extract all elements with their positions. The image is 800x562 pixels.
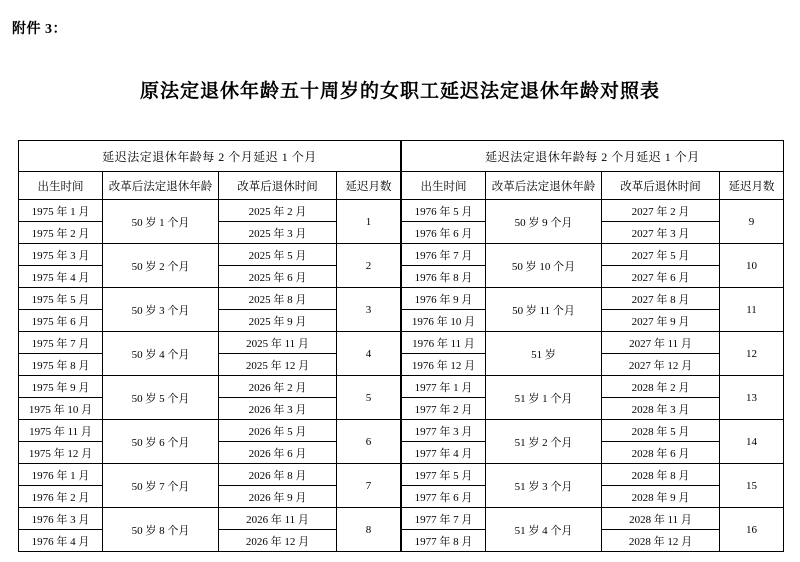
cell-retirement-date: 2026 年 2 月 — [219, 376, 337, 398]
cell-retirement-age: 50 岁 8 个月 — [103, 508, 219, 552]
table-group-header-row — [402, 141, 784, 172]
cell-birth-date: 1976 年 6 月 — [402, 222, 486, 244]
retirement-table-left — [18, 140, 401, 552]
table-column-header-row — [19, 172, 401, 200]
table-row — [19, 464, 401, 486]
cell-retirement-age: 51 岁 — [486, 332, 602, 376]
group-header: 延迟法定退休年龄每 2 个月延迟 1 个月 — [19, 141, 401, 172]
cell-birth-date: 1975 年 9 月 — [19, 376, 103, 398]
cell-retirement-age: 50 岁 4 个月 — [103, 332, 219, 376]
table-body-left — [19, 200, 401, 552]
cell-birth-date: 1975 年 10 月 — [19, 398, 103, 420]
cell-birth-date: 1975 年 8 月 — [19, 354, 103, 376]
cell-retirement-date: 2027 年 11 月 — [602, 332, 720, 354]
cell-delay-months: 15 — [720, 464, 784, 508]
cell-retirement-date: 2028 年 6 月 — [602, 442, 720, 464]
table-row — [19, 508, 401, 530]
cell-retirement-date: 2027 年 8 月 — [602, 288, 720, 310]
table-row — [19, 244, 401, 266]
cell-delay-months: 14 — [720, 420, 784, 464]
table-row — [402, 464, 784, 486]
cell-retirement-age: 50 岁 5 个月 — [103, 376, 219, 420]
cell-delay-months: 13 — [720, 376, 784, 420]
cell-retirement-date: 2026 年 5 月 — [219, 420, 337, 442]
cell-retirement-date: 2026 年 11 月 — [219, 508, 337, 530]
table-row — [19, 288, 401, 310]
column-header-age: 改革后法定退休年龄 — [486, 172, 602, 200]
cell-retirement-age: 50 岁 10 个月 — [486, 244, 602, 288]
cell-retirement-date: 2028 年 3 月 — [602, 398, 720, 420]
cell-birth-date: 1977 年 5 月 — [402, 464, 486, 486]
cell-retirement-date: 2027 年 12 月 — [602, 354, 720, 376]
cell-birth-date: 1975 年 11 月 — [19, 420, 103, 442]
column-header-retire: 改革后退休时间 — [602, 172, 720, 200]
cell-birth-date: 1977 年 7 月 — [402, 508, 486, 530]
table-group-header-row — [19, 141, 401, 172]
cell-retirement-date: 2025 年 8 月 — [219, 288, 337, 310]
cell-retirement-age: 50 岁 3 个月 — [103, 288, 219, 332]
table-row — [402, 508, 784, 530]
cell-birth-date: 1977 年 6 月 — [402, 486, 486, 508]
cell-retirement-date: 2028 年 9 月 — [602, 486, 720, 508]
retirement-schedule-tables — [18, 140, 782, 552]
cell-retirement-age: 50 岁 2 个月 — [103, 244, 219, 288]
cell-retirement-age: 50 岁 6 个月 — [103, 420, 219, 464]
cell-retirement-age: 51 岁 4 个月 — [486, 508, 602, 552]
cell-retirement-date: 2026 年 9 月 — [219, 486, 337, 508]
cell-retirement-date: 2028 年 12 月 — [602, 530, 720, 552]
cell-retirement-date: 2026 年 8 月 — [219, 464, 337, 486]
attachment-label: 附件 3： — [12, 22, 67, 37]
cell-birth-date: 1977 年 2 月 — [402, 398, 486, 420]
table-row — [19, 332, 401, 354]
cell-retirement-date: 2028 年 8 月 — [602, 464, 720, 486]
cell-birth-date: 1976 年 4 月 — [19, 530, 103, 552]
cell-retirement-date: 2027 年 3 月 — [602, 222, 720, 244]
cell-delay-months: 9 — [720, 200, 784, 244]
cell-birth-date: 1977 年 3 月 — [402, 420, 486, 442]
cell-delay-months: 7 — [337, 464, 401, 508]
cell-retirement-date: 2027 年 2 月 — [602, 200, 720, 222]
table-row — [402, 288, 784, 310]
table-row — [402, 200, 784, 222]
cell-birth-date: 1976 年 11 月 — [402, 332, 486, 354]
table-row — [402, 244, 784, 266]
table-row — [402, 376, 784, 398]
cell-birth-date: 1975 年 2 月 — [19, 222, 103, 244]
cell-delay-months: 12 — [720, 332, 784, 376]
cell-birth-date: 1976 年 9 月 — [402, 288, 486, 310]
cell-birth-date: 1977 年 1 月 — [402, 376, 486, 398]
cell-retirement-age: 50 岁 1 个月 — [103, 200, 219, 244]
table-row — [19, 200, 401, 222]
cell-retirement-date: 2028 年 5 月 — [602, 420, 720, 442]
group-header: 延迟法定退休年龄每 2 个月延迟 1 个月 — [402, 141, 784, 172]
cell-birth-date: 1975 年 5 月 — [19, 288, 103, 310]
cell-birth-date: 1975 年 3 月 — [19, 244, 103, 266]
cell-delay-months: 11 — [720, 288, 784, 332]
cell-birth-date: 1976 年 7 月 — [402, 244, 486, 266]
cell-birth-date: 1977 年 8 月 — [402, 530, 486, 552]
cell-birth-date: 1976 年 5 月 — [402, 200, 486, 222]
page-title: 原法定退休年龄五十周岁的女职工延迟法定退休年龄对照表 — [139, 81, 660, 102]
cell-birth-date: 1976 年 1 月 — [19, 464, 103, 486]
cell-retirement-date: 2027 年 9 月 — [602, 310, 720, 332]
table-column-header-row — [402, 172, 784, 200]
cell-birth-date: 1975 年 1 月 — [19, 200, 103, 222]
cell-birth-date: 1976 年 10 月 — [402, 310, 486, 332]
cell-birth-date: 1976 年 2 月 — [19, 486, 103, 508]
cell-delay-months: 6 — [337, 420, 401, 464]
cell-retirement-age: 51 岁 1 个月 — [486, 376, 602, 420]
cell-retirement-date: 2028 年 2 月 — [602, 376, 720, 398]
cell-birth-date: 1975 年 6 月 — [19, 310, 103, 332]
cell-retirement-age: 51 岁 3 个月 — [486, 464, 602, 508]
cell-delay-months: 2 — [337, 244, 401, 288]
cell-retirement-date: 2026 年 12 月 — [219, 530, 337, 552]
table-row — [19, 420, 401, 442]
cell-delay-months: 10 — [720, 244, 784, 288]
cell-birth-date: 1975 年 7 月 — [19, 332, 103, 354]
cell-retirement-date: 2026 年 3 月 — [219, 398, 337, 420]
cell-retirement-date: 2025 年 2 月 — [219, 200, 337, 222]
cell-retirement-age: 50 岁 7 个月 — [103, 464, 219, 508]
cell-delay-months: 3 — [337, 288, 401, 332]
column-header-age: 改革后法定退休年龄 — [103, 172, 219, 200]
column-header-birth: 出生时间 — [19, 172, 103, 200]
cell-retirement-date: 2025 年 3 月 — [219, 222, 337, 244]
table-row — [402, 332, 784, 354]
cell-retirement-age: 50 岁 9 个月 — [486, 200, 602, 244]
cell-delay-months: 4 — [337, 332, 401, 376]
cell-retirement-age: 51 岁 2 个月 — [486, 420, 602, 464]
cell-retirement-date: 2027 年 6 月 — [602, 266, 720, 288]
cell-birth-date: 1977 年 4 月 — [402, 442, 486, 464]
cell-retirement-date: 2025 年 12 月 — [219, 354, 337, 376]
cell-retirement-date: 2026 年 6 月 — [219, 442, 337, 464]
retirement-table-right — [401, 140, 784, 552]
table-row — [19, 376, 401, 398]
table-body-right — [402, 200, 784, 552]
column-header-birth: 出生时间 — [402, 172, 486, 200]
cell-birth-date: 1975 年 4 月 — [19, 266, 103, 288]
cell-birth-date: 1976 年 3 月 — [19, 508, 103, 530]
cell-retirement-date: 2025 年 11 月 — [219, 332, 337, 354]
cell-retirement-date: 2025 年 6 月 — [219, 266, 337, 288]
cell-retirement-date: 2028 年 11 月 — [602, 508, 720, 530]
table-row — [402, 420, 784, 442]
cell-birth-date: 1975 年 12 月 — [19, 442, 103, 464]
cell-retirement-date: 2025 年 5 月 — [219, 244, 337, 266]
cell-retirement-date: 2025 年 9 月 — [219, 310, 337, 332]
cell-delay-months: 16 — [720, 508, 784, 552]
cell-retirement-age: 50 岁 11 个月 — [486, 288, 602, 332]
cell-birth-date: 1976 年 8 月 — [402, 266, 486, 288]
column-header-retire: 改革后退休时间 — [219, 172, 337, 200]
cell-birth-date: 1976 年 12 月 — [402, 354, 486, 376]
column-header-delay: 延迟月数 — [337, 172, 401, 200]
cell-delay-months: 8 — [337, 508, 401, 552]
column-header-delay: 延迟月数 — [720, 172, 784, 200]
cell-delay-months: 5 — [337, 376, 401, 420]
cell-delay-months: 1 — [337, 200, 401, 244]
cell-retirement-date: 2027 年 5 月 — [602, 244, 720, 266]
